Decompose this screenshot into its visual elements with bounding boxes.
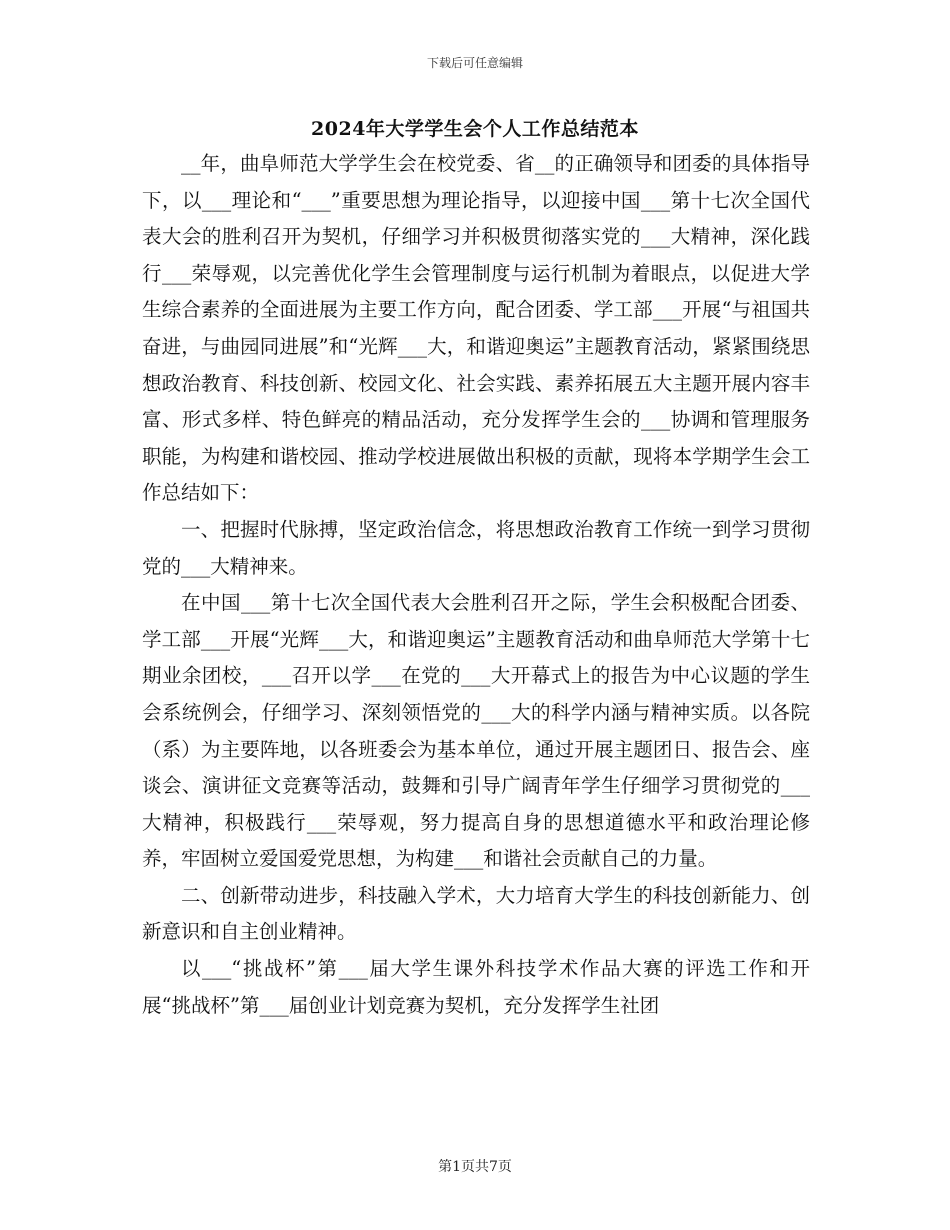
- document-title: 2024年大学学生会个人工作总结范本: [311, 118, 639, 140]
- document-body: [142, 146, 810, 1024]
- paragraph-section-2-heading: 二、创新带动进步，科技融入学术，大力培育大学生的科技创新能力、创新意识和自主创业精神。: [142, 883, 810, 944]
- paragraph-intro: __年，曲阜师范大学学生会在校党委、省__的正确领导和团委的具体指导下，以___理论和“___”重要思想为理论指导，以迎接中国___第十七次全国代表大会的胜利召开为契机，仔细学习并积极贯彻落实党的___大精神，深化践行___荣辱观，以完善优化学生会管理制度与运行机制为着眼点，以促进大学生综合素养的全面进展为主要工作方向，配合团委、学工部___开展“与祖国共奋进，与曲园同进展”和“光辉___大，和谐迎奥运”主题教育活动，紧紧围绕思想政治教育、科技创新、校园文化、社会实践、素养拓展五大主题开展内容丰富、形式多样、特色鲜亮的精品活动，充分发挥学生会的___协调和管理服务职能，为构建和谐校园、推动学校进展做出积极的贡献，现将本学期学生会工作总结如下：: [142, 152, 810, 505]
- page-number-footer: 第1页共7页: [438, 1159, 512, 1175]
- header-note: 下载后可任意编辑: [426, 56, 523, 70]
- paragraph-section-1-body: 在中国___第十七次全国代表大会胜利召开之际，学生会积极配合团委、学工部___开展“光辉___大，和谐迎奥运”主题教育活动和曲阜师范大学第十七期业余团校，___召开以学___在党的___大开幕式上的报告为中心议题的学生会系统例会，仔细学习、深刻领悟党的___大的科学内涵与精神实质。以各院（系）为主要阵地，以各班委会为基本单位，通过开展主题团日、报告会、座谈会、演讲征文竞赛等活动，鼓舞和引导广阔青年学生仔细学习贯彻党的___大精神，积极践行___荣辱观，努力提高自身的思想道德水平和政治理论修养，牢固树立爱国爱党思想，为构建___和谐社会贡献自己的力量。: [142, 591, 810, 871]
- paragraph-section-1-heading: 一、把握时代脉搏，坚定政治信念，将思想政治教育工作统一到学习贯彻党的___大精神来。: [142, 517, 810, 578]
- paragraph-section-2-body: 以___“挑战杯”第___届大学生课外科技学术作品大赛的评选工作和开展“挑战杯”第___届创业计划竞赛为契机，充分发挥学生社团: [142, 957, 810, 1017]
